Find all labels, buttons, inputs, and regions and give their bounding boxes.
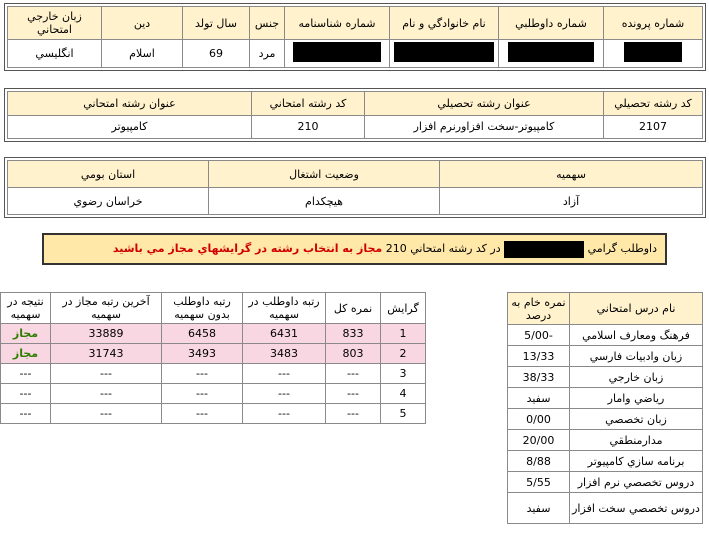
status-table: [7, 160, 703, 215]
last-allowed-rank-cell: ---: [51, 364, 162, 384]
specialization-cell: 4: [381, 384, 426, 404]
banner-prefix: داوطلب گرامي: [587, 242, 657, 255]
raw-score-cell: 38/33: [508, 367, 570, 388]
rank-quota-cell: ---: [243, 364, 326, 384]
table-row: [508, 388, 703, 409]
course-name-cell: زبان وادبيات فارسي: [570, 346, 703, 367]
total-score-cell: 833: [326, 324, 381, 344]
raw-score-cell: 13/33: [508, 346, 570, 367]
course-name-cell: مدارمنطقي: [570, 430, 703, 451]
header-last-allowed-rank: آخرين رتبه مجاز در سهميه: [51, 293, 162, 324]
field-info-table: [7, 91, 703, 139]
religion-value: اسلام: [102, 40, 183, 68]
course-name-cell: برنامه سازي كامپيوتر: [570, 451, 703, 472]
course-name-cell: دروس تخصصي نرم افزار: [570, 472, 703, 493]
birth-year-value: 69: [183, 40, 250, 68]
total-score-cell: 803: [326, 344, 381, 364]
employment-value: هيچكدام: [209, 188, 440, 215]
table-row: [508, 430, 703, 451]
total-score-cell: ---: [326, 384, 381, 404]
table-row: [508, 493, 703, 524]
rank-no-quota-cell: ---: [162, 404, 243, 424]
header-province: استان بومي: [8, 161, 209, 188]
total-score-cell: ---: [326, 364, 381, 384]
personal-info-panel: [4, 3, 706, 71]
last-allowed-rank-cell: ---: [51, 384, 162, 404]
banner-highlight: مجاز به انتخاب رشته در گرايشهاي مجاز مي باشيد: [112, 242, 383, 255]
header-full-name: نام خانوادگي و نام: [390, 7, 499, 40]
result-cell: مجاز: [1, 324, 51, 344]
header-specialization: گرايش: [381, 293, 426, 324]
header-birth-year: سال تولد: [183, 7, 250, 40]
table-row: [508, 325, 703, 346]
table-row: [508, 367, 703, 388]
field-info-panel: [4, 88, 706, 142]
status-panel: [4, 157, 706, 218]
result-cell: ---: [1, 404, 51, 424]
raw-score-cell: 5/55: [508, 472, 570, 493]
rank-no-quota-cell: 6458: [162, 324, 243, 344]
specialization-cell: 2: [381, 344, 426, 364]
header-rank-quota: رتبه داوطلب در سهميه: [243, 293, 326, 324]
id-number-redacted: [285, 40, 390, 68]
personal-info-table: [7, 6, 703, 68]
ranks-table: [0, 292, 426, 424]
header-course-name: نام درس امتحاني: [570, 293, 703, 325]
table-row: [1, 324, 426, 344]
rank-quota-cell: 6431: [243, 324, 326, 344]
specialization-cell: 1: [381, 324, 426, 344]
rank-quota-cell: ---: [243, 384, 326, 404]
result-cell: مجاز: [1, 344, 51, 364]
gender-value: مرد: [250, 40, 285, 68]
study-field-code: 2107: [604, 115, 703, 139]
header-id-number: شماره شناسنامه: [285, 7, 390, 40]
table-row: [508, 451, 703, 472]
rank-quota-cell: 3483: [243, 344, 326, 364]
header-religion: دين: [102, 7, 183, 40]
header-rank-no-quota: رتبه داوطلب بدون سهميه: [162, 293, 243, 324]
course-name-cell: فرهنگ ومعارف اسلامي: [570, 325, 703, 346]
header-exam-field-title: عنوان رشته امتحاني: [8, 92, 252, 116]
header-employment: وضعيت اشتغال: [209, 161, 440, 188]
raw-score-cell: سفيد: [508, 493, 570, 524]
candidate-name-redacted: [504, 241, 584, 258]
header-study-field-code: كد رشته تحصيلي: [604, 92, 703, 116]
result-message-banner: [42, 233, 667, 265]
raw-score-cell: 0/00: [508, 409, 570, 430]
table-row: [508, 472, 703, 493]
candidate-number-redacted: [499, 40, 604, 68]
raw-score-cell: -5/00: [508, 325, 570, 346]
raw-score-cell: 8/88: [508, 451, 570, 472]
province-value: خراسان رضوي: [8, 188, 209, 215]
raw-score-cell: 20/00: [508, 430, 570, 451]
table-row: [1, 344, 426, 364]
course-name-cell: زبان تخصصي: [570, 409, 703, 430]
table-row: [508, 346, 703, 367]
header-language: زبان خارجي امتحاني: [8, 7, 102, 40]
banner-middle: در كد رشته امتحاني 210: [385, 242, 501, 255]
rank-no-quota-cell: 3493: [162, 344, 243, 364]
header-gender: جنس: [250, 7, 285, 40]
exam-field-title: كامپيوتر: [8, 115, 252, 139]
header-candidate-number: شماره داوطلبي: [499, 7, 604, 40]
specialization-cell: 3: [381, 364, 426, 384]
header-quota: سهميه: [440, 161, 703, 188]
rank-no-quota-cell: ---: [162, 384, 243, 404]
exam-field-code: 210: [252, 115, 365, 139]
quota-value: آزاد: [440, 188, 703, 215]
total-score-cell: ---: [326, 404, 381, 424]
full-name-redacted: [390, 40, 499, 68]
raw-score-cell: سفيد: [508, 388, 570, 409]
last-allowed-rank-cell: ---: [51, 404, 162, 424]
header-file-number: شماره پرونده: [604, 7, 703, 40]
specialization-cell: 5: [381, 404, 426, 424]
table-row: [508, 409, 703, 430]
last-allowed-rank-cell: 31743: [51, 344, 162, 364]
study-field-title: كامپيوتر-سخت افزاورنرم افزار: [365, 115, 604, 139]
header-result: نتيجه در سهميه: [1, 293, 51, 324]
table-row: [1, 404, 426, 424]
table-row: [1, 384, 426, 404]
rank-no-quota-cell: ---: [162, 364, 243, 384]
file-number-redacted: [604, 40, 703, 68]
last-allowed-rank-cell: 33889: [51, 324, 162, 344]
scores-table: [507, 292, 703, 524]
header-total-score: نمره كل: [326, 293, 381, 324]
result-cell: ---: [1, 364, 51, 384]
course-name-cell: رياضي وامار: [570, 388, 703, 409]
table-row: [1, 364, 426, 384]
rank-quota-cell: ---: [243, 404, 326, 424]
header-study-field-title: عنوان رشته تحصيلي: [365, 92, 604, 116]
course-name-cell: زبان خارجي: [570, 367, 703, 388]
language-value: انگليسي: [8, 40, 102, 68]
header-raw-score: نمره خام به درصد: [508, 293, 570, 325]
result-cell: ---: [1, 384, 51, 404]
header-exam-field-code: كد رشته امتحاني: [252, 92, 365, 116]
course-name-cell: دروس تخصصي سخت افزار: [570, 493, 703, 524]
